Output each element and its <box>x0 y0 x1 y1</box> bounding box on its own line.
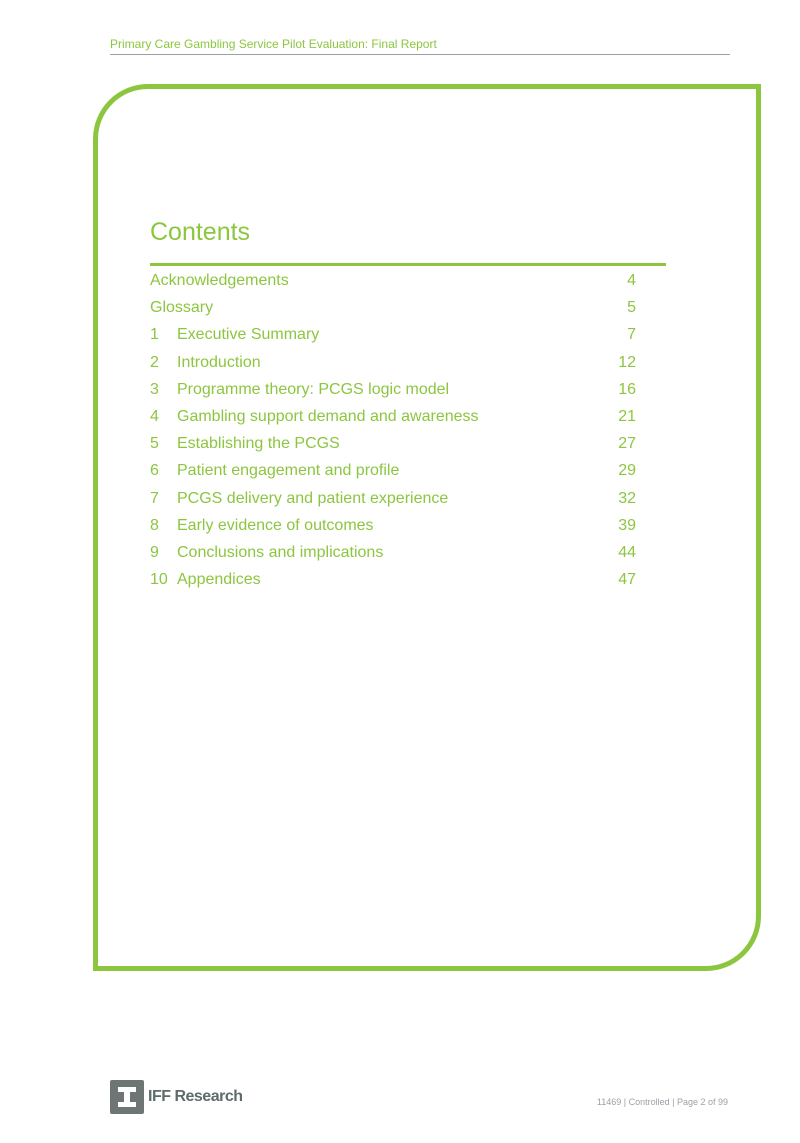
toc-entry-number: 9 <box>150 543 159 561</box>
toc-entry-number: 8 <box>150 516 159 534</box>
toc-entry[interactable] <box>150 433 636 460</box>
toc-entry-page: 47 <box>618 571 636 589</box>
toc-entry-page: 4 <box>627 272 636 289</box>
toc-entry-label: Appendices <box>177 571 261 589</box>
toc-entry-label: Acknowledgements <box>150 272 289 289</box>
toc-entry[interactable] <box>150 270 636 297</box>
toc-entry-number: 10 <box>150 571 168 589</box>
toc-entry-page: 29 <box>618 462 636 480</box>
toc-entry[interactable] <box>150 324 636 351</box>
contents-title: Contents <box>150 218 251 246</box>
toc-entry-number: 6 <box>150 462 159 480</box>
toc-entry-label: Conclusions and implications <box>177 543 384 561</box>
toc-entry-label: Executive Summary <box>177 326 320 344</box>
footer-page-info: 11469 | Controlled | Page 2 of 99 <box>596 1097 728 1107</box>
toc-entry-number: 3 <box>150 380 159 398</box>
toc-entry-page: 7 <box>627 326 636 344</box>
toc-entry-number: 1 <box>150 326 159 344</box>
toc-entry-label: Programme theory: PCGS logic model <box>177 380 450 398</box>
toc-entry-number: 7 <box>150 489 159 507</box>
toc-entry[interactable] <box>150 460 636 487</box>
toc-entry-label: Glossary <box>150 299 214 317</box>
toc-entry-number: 2 <box>150 353 159 371</box>
toc-entry[interactable] <box>150 406 636 433</box>
toc-entry[interactable] <box>150 569 636 596</box>
toc-entry-label: Early evidence of outcomes <box>177 516 374 534</box>
toc-entry-number: 5 <box>150 435 159 453</box>
toc-entry-page: 16 <box>618 380 636 398</box>
toc-entry-page: 32 <box>618 489 636 507</box>
toc-entry[interactable] <box>150 297 636 324</box>
toc-entry-label: Introduction <box>177 353 261 371</box>
toc-entry-page: 12 <box>618 353 636 371</box>
toc-entry-number: 4 <box>150 407 159 425</box>
toc-entry[interactable] <box>150 352 636 379</box>
toc-entry-page: 39 <box>618 516 636 534</box>
table-of-contents <box>150 270 636 596</box>
logo-wordmark: IFF Research <box>148 1088 243 1105</box>
toc-entry[interactable] <box>150 515 636 542</box>
toc-entry-label: PCGS delivery and patient experience <box>177 489 449 507</box>
toc-entry-page: 21 <box>618 407 636 425</box>
running-header-title: Primary Care Gambling Service Pilot Evaluation: Final Report <box>110 37 437 51</box>
toc-entry-label: Gambling support demand and awareness <box>177 407 479 425</box>
toc-entry[interactable] <box>150 379 636 406</box>
contents-divider <box>150 263 666 266</box>
toc-entry-label: Establishing the PCGS <box>177 435 340 453</box>
toc-entry-label: Patient engagement and profile <box>177 462 400 480</box>
toc-entry[interactable] <box>150 488 636 515</box>
toc-entry-page: 5 <box>627 299 636 317</box>
toc-entry[interactable] <box>150 542 636 569</box>
iff-logo-icon <box>110 1080 144 1114</box>
running-header <box>110 36 730 55</box>
toc-entry-page: 44 <box>618 543 636 561</box>
toc-entry-page: 27 <box>618 435 636 453</box>
iff-research-logo <box>110 1080 242 1114</box>
